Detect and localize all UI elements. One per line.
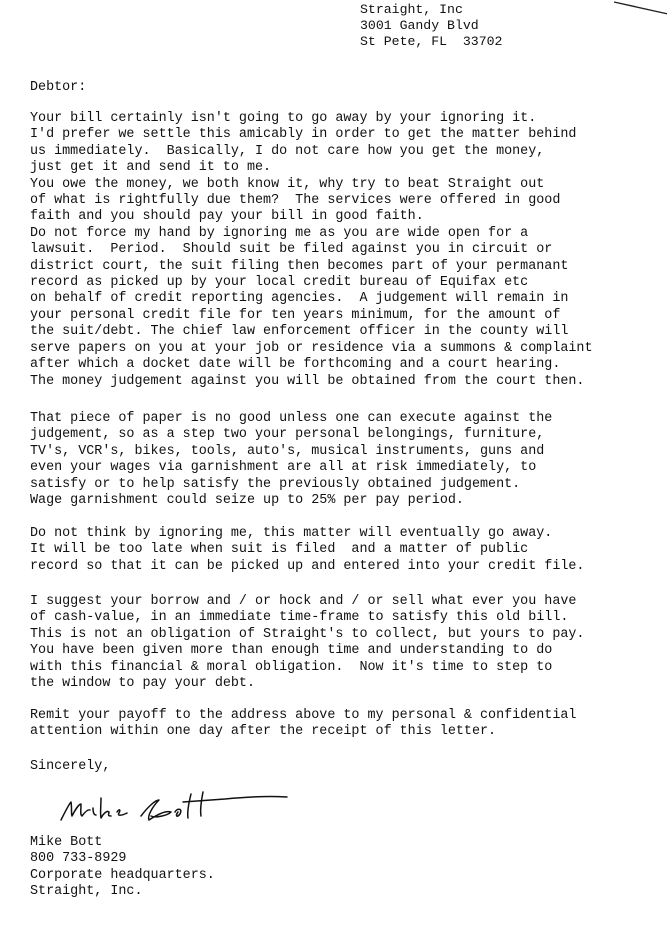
paragraph-line: TV's, VCR's, bikes, tools, auto's, musical instruments, guns and [30,443,545,459]
address-line-1: Straight, Inc [360,2,463,17]
paragraph-line: lawsuit. Period. Should suit be filed against you in circuit or [30,242,553,258]
paragraph-5 [30,708,576,741]
signer-company: Straight, Inc. [30,884,143,900]
address-line-3: St Pete, FL 33702 [360,34,503,50]
paragraph-line: your personal credit file for ten years minimum, for the amount of [30,307,561,323]
paragraph-3 [30,526,584,575]
paragraph-line: Remit your payoff to the address above to my personal & confidential [30,708,577,723]
paragraph-line: with this financial & moral obligation. Now it's time to step to [30,659,553,675]
paragraph-line: Do not force my hand by ignoring me as you are wide open for a [30,225,529,241]
paragraph-2 [30,411,552,509]
paragraph-line: of what is rightfully due them? The services were offered in good [30,193,561,209]
paragraph-line: Your bill certainly isn't going to go away by your ignoring it. [30,111,537,126]
paragraph-line: serve papers on you at your job or residence via a summons & complaint [30,340,593,356]
paragraph-line: after which a docket date will be forthcoming and a court hearing. [30,357,561,373]
paragraph-line: That piece of paper is no good unless one can execute against the [30,411,553,426]
paragraph-line: on behalf of credit reporting agencies. A judgement will remain in [30,291,569,307]
paragraph-line: You owe the money, we both know it, why try to beat Straight out [30,176,545,192]
paragraph-line: us immediately. Basically, I do not care how you get the money, [30,143,545,159]
signer-title: Corporate headquarters. [30,867,215,883]
paragraph-line: judgement, so as a step two your personal belongings, furniture, [30,427,545,443]
paragraph-line: This is not an obligation of Straight's to collect, but yours to pay. [30,626,585,642]
paragraph-line: It will be too late when suit is filed and a matter of public [30,542,529,558]
salutation: Debtor: [30,80,87,95]
paragraph-line: Wage garnishment could seize up to 25% per pay period. [30,493,464,509]
paragraph-line: of cash-value, in an immediate time-frame to satisfy this old bill. [30,610,569,626]
paragraph-line: the suit/debt. The chief law enforcement officer in the county will [30,324,569,340]
handwritten-signature [55,782,290,832]
paragraph-line: I'd prefer we settle this amicably in order to get the matter behind [30,127,577,143]
paragraph-line: satisfy or to help satisfy the previously obtained judgement. [30,476,521,492]
paragraph-line: record so that it can be picked up and entered into your credit file. [30,558,585,574]
closing: Sincerely, [30,759,111,774]
paragraph-line: the window to pay your debt. [30,676,255,692]
paragraph-line: attention within one day after the receipt of this letter. [30,724,497,740]
paragraph-line: The money judgement against you will be obtained from the court then. [30,373,585,389]
paragraph-line: faith and you should pay your bill in good faith. [30,209,424,225]
address-line-2: 3001 Gandy Blvd [360,18,479,34]
paragraph-line: even your wages via garnishment are all at risk immediately, to [30,460,537,476]
corner-mark [612,0,667,16]
paragraph-line: record as picked up by your local credit bureau of Equifax etc [30,275,529,291]
paragraph-line: I suggest your borrow and / or hock and / or sell what ever you have [30,594,577,609]
signoff-block [30,835,215,901]
paragraph-line: You have been given more than enough time and understanding to do [30,643,553,659]
paragraph-line: just get it and send it to me. [30,160,272,176]
paragraph-line: Do not think by ignoring me, this matter will eventually go away. [30,526,553,541]
signer-phone: 800 733-8929 [30,851,127,867]
paragraph-4 [30,594,584,692]
sender-address [360,2,502,51]
signer-name: Mike Bott [30,835,103,850]
paragraph-line: district court, the suit filing then becomes part of your permanant [30,258,569,274]
paragraph-1 [30,111,593,390]
